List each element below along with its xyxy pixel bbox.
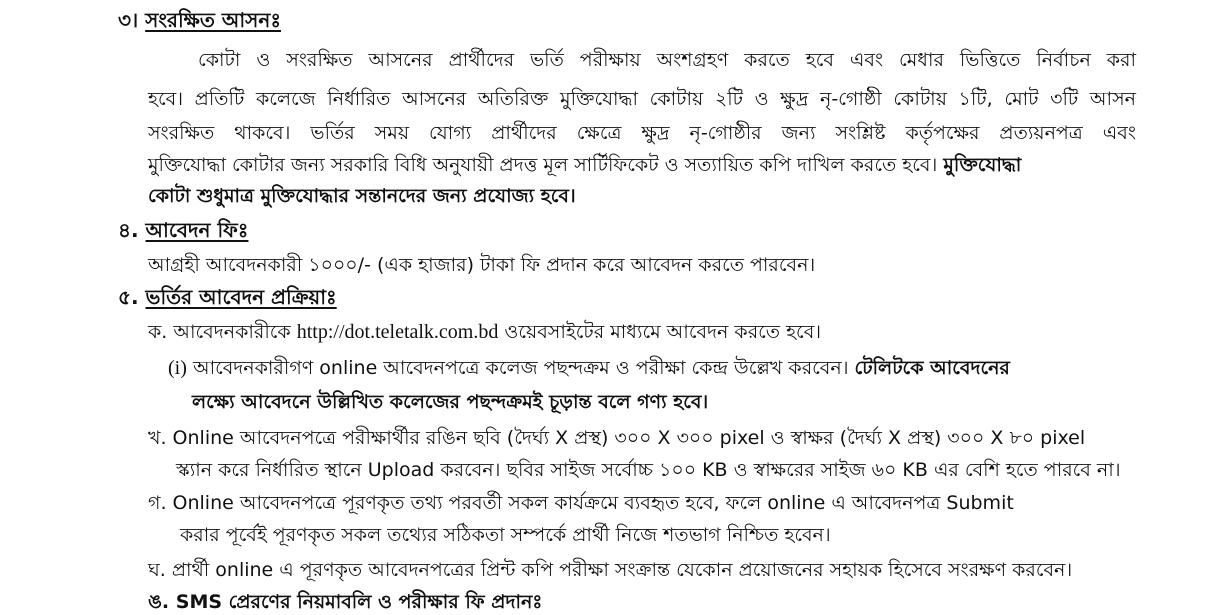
paragraph-bold-line: কোটা শুধুমাত্র মুক্তিযোদ্ধার সন্তানদের জন্য প্রযোজ্য হবে।	[148, 185, 576, 207]
subitem-bold-text: টেলিটকে আবেদনের	[854, 357, 1010, 379]
paragraph-line	[148, 152, 1136, 178]
paragraph-bold-text: মুক্তিযোদ্ধা	[943, 154, 1022, 176]
list-item-ga: গ. Online আবেদনপত্রে পূরণকৃত তথ্য পরবর্তী সকল কার্যক্রমে ব্যবহৃত হবে, ফলে online এ আবেদনপত্র Submit	[148, 492, 1014, 514]
paragraph-line: হবে। প্রতিটি কলেজে নির্ধারিত আসনের অতিরিক্ত মুক্তিযোদ্ধা কোটায় ২টি ও ক্ষুদ্র নৃ-গোষ্ঠী কোটায় ১টি, মোট ৩টি আসন	[148, 88, 1136, 110]
website-link[interactable]: http://dot.teletalk.com.bd	[296, 321, 499, 343]
section-5-title: ভর্তির আবেদন প্রক্রিয়াঃ	[145, 285, 337, 309]
section-4-heading	[118, 217, 248, 243]
list-item-ka	[148, 319, 821, 345]
list-item-cut: ঙ. SMS প্রেরণের নিয়মাবলি ও পরীক্ষার ফি প্রদানঃ	[148, 591, 543, 613]
paragraph-line: কোটা ও সংরক্ষিত আসনের প্রার্থীদের ভর্তি পরীক্ষায় অংশগ্রহণ করতে হবে এবং মেধার ভিত্তিতে নির্বাচন করা	[198, 49, 1136, 71]
list-subitem-i	[168, 355, 1010, 381]
list-item-kha: খ. Online আবেদনপত্রে পরীক্ষার্থীর রঙিন ছবি (দৈর্ঘ্য X প্রস্থ) ৩০০ X ৩০০ pixel ও স্বাক্ষর (দৈর্ঘ্য X প্রস্থ) ৩০০ X ৮০ pixel	[148, 427, 1086, 449]
section-4-title: আবেদন ফিঃ	[145, 218, 249, 242]
paragraph-line: সংরক্ষিত থাকবে। ভর্তির সময় যোগ্য প্রার্থীদের ক্ষেত্রে ক্ষুদ্র নৃ-গোষ্ঠীর জন্য সংশ্লিষ্ট কর্তৃপক্ষের প্রত্যয়নপত্র এবং	[148, 122, 1136, 144]
section-3-number: ৩।	[118, 8, 139, 32]
section-4-number: ৪.	[118, 218, 139, 242]
list-item-text: ক. আবেদনকারীকে	[148, 321, 291, 343]
section-5-number: ৫.	[118, 285, 139, 309]
list-item-kha-continued: স্ক্যান করে নির্ধারিত স্থানে Upload করবেন। ছবির সাইজ সর্বোচ্চ ১০০ KB ও স্বাক্ষরের সাইজ ৬০ KB এর বেশি হতে পারবে না।	[176, 459, 1121, 481]
list-item-ga-continued: করার পূর্বেই পূরণকৃত সকল তথ্যের সঠিকতা সম্পর্কে প্রার্থী নিজে শতভাগ নিশ্চিত হবেন।	[180, 524, 831, 546]
subitem-text: আবেদনকারীগণ online আবেদনপত্রে কলেজ পছন্দক্রম ও পরীক্ষা কেন্দ্র উল্লেখ করবেন।	[192, 357, 849, 379]
list-item-text: ওয়েবসাইটের মাধ্যমে আবেদন করতে হবে।	[504, 321, 822, 343]
paragraph-text: মুক্তিযোদ্ধা কোটার জন্য সরকারি বিধি অনুযায়ী প্রদত্ত মূল সার্টিফিকেট ও সত্যায়িত কপি দাখিল করতে হবে।	[148, 154, 938, 176]
list-item-gha: ঘ. প্রার্থী online এ পূরণকৃত আবেদনপত্রের প্রিন্ট কপি পরীক্ষা সংক্রান্ত যেকোন প্রয়োজনের সহায়ক হিসেবে সংরক্ষণ করবেন।	[148, 559, 1073, 581]
section-5-heading	[118, 284, 337, 310]
subitem-bold-line: লক্ষ্যে আবেদনে উল্লিখিত কলেজের পছন্দক্রমই চূড়ান্ত বলে গণ্য হবে।	[192, 391, 709, 413]
section-4-text: আগ্রহী আবেদনকারী ১০০০/- (এক হাজার) টাকা ফি প্রদান করে আবেদন করতে পারবেন।	[148, 254, 816, 276]
section-3-heading	[118, 7, 281, 33]
section-3-title: সংরক্ষিত আসনঃ	[145, 8, 281, 32]
subitem-marker: (i)	[168, 357, 187, 379]
